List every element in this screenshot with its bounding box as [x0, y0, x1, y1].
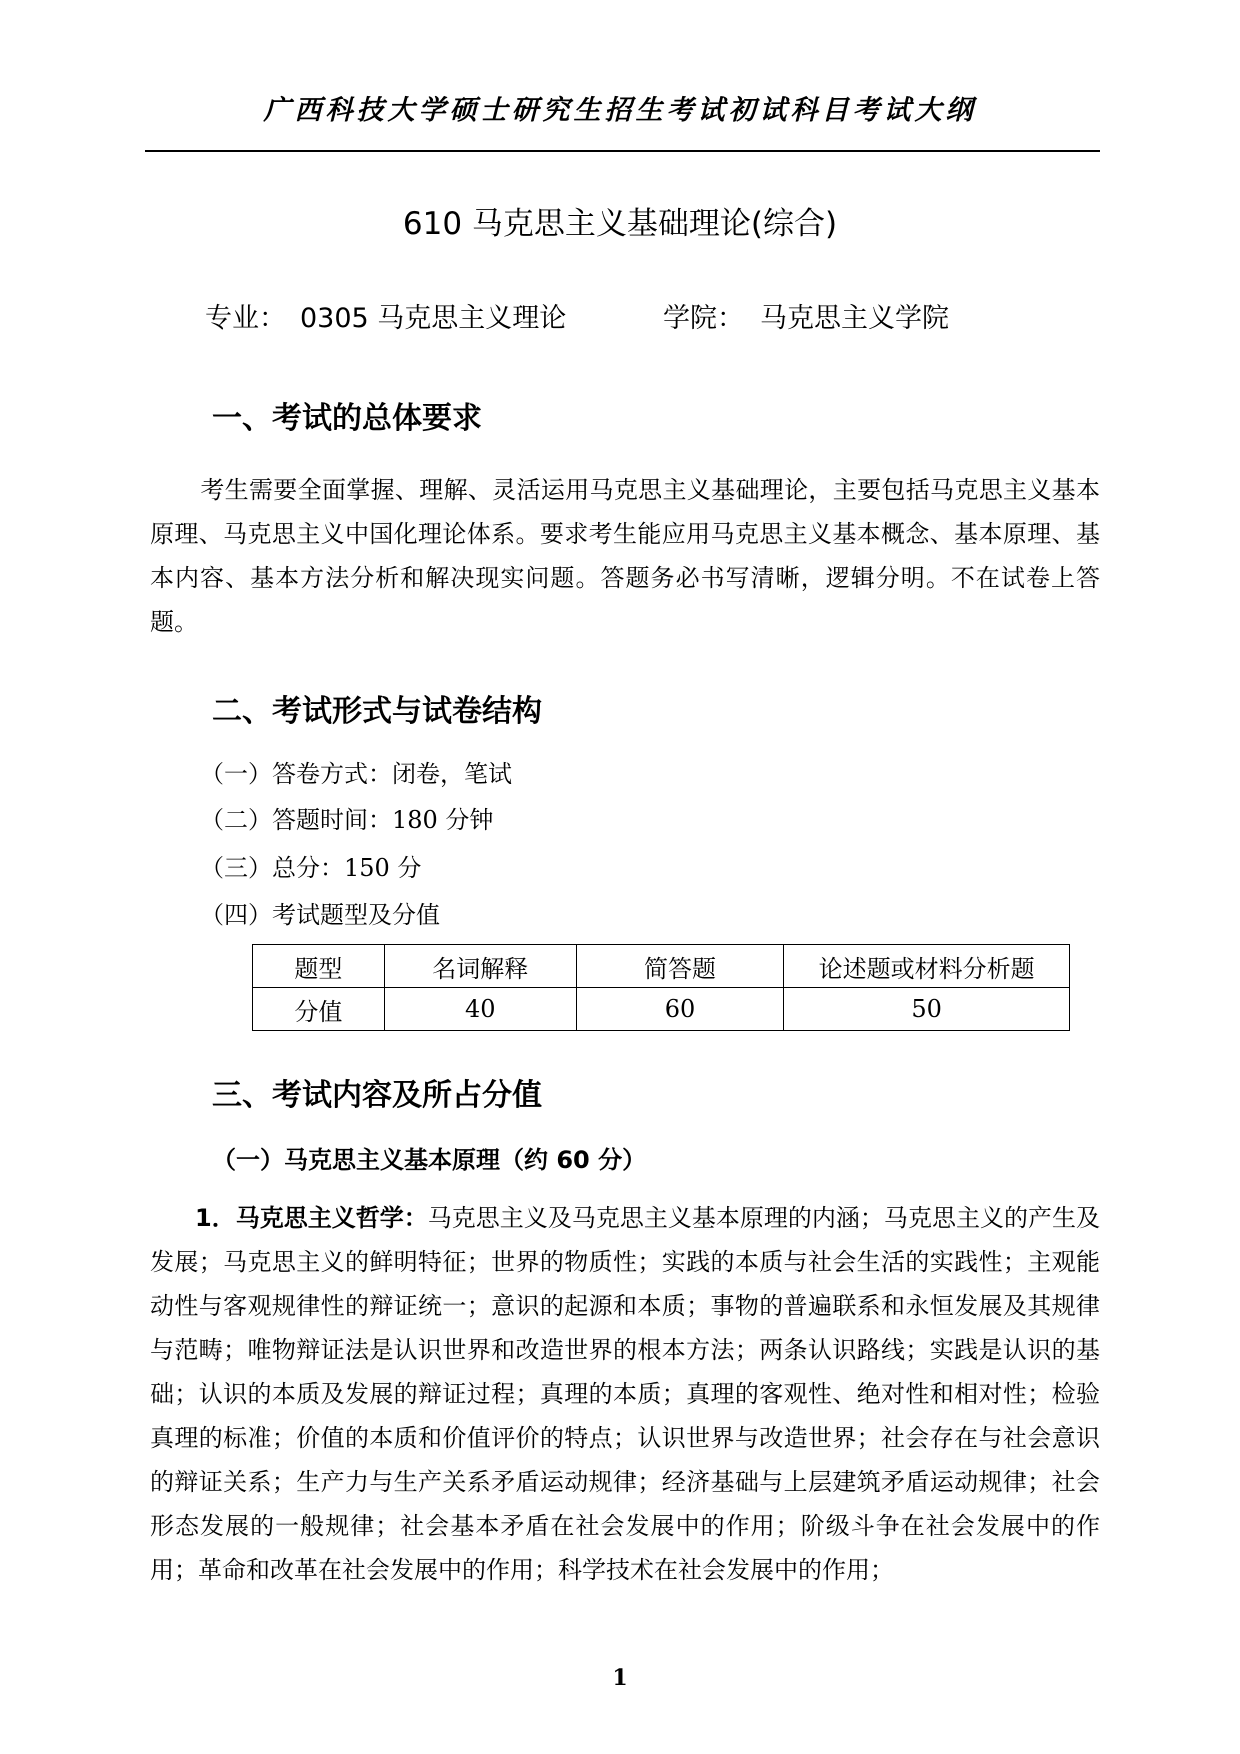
table-cell: 50: [784, 988, 1070, 1031]
subsection-heading: （一）马克思主义基本原理（约 60 分）: [212, 1146, 647, 1174]
table-cell: 40: [384, 988, 576, 1031]
page-number: 1: [612, 1665, 628, 1691]
section-heading-general-requirements: 一、考试的总体要求: [212, 401, 482, 436]
table-cell: 简答题: [576, 945, 784, 988]
exam-format-item: （一）答卷方式：闭卷，笔试: [200, 760, 512, 788]
general-requirements-paragraph: [150, 468, 1100, 644]
college-line: [663, 296, 949, 335]
exam-format-item: （二）答题时间：180 分钟: [200, 806, 494, 834]
score-table: [252, 944, 1070, 1031]
header-divider: [145, 150, 1100, 152]
section-heading-exam-content: 三、考试内容及所占分值: [212, 1078, 542, 1113]
table-cell: 分值: [253, 988, 385, 1031]
philosophy-lead: 1．马克思主义哲学：: [195, 1204, 428, 1232]
major-value: 0305 马克思主义理论: [300, 303, 567, 334]
philosophy-text: 马克思主义及马克思主义基本原理的内涵；马克思主义的产生及发展；马克思主义的鲜明特征；世界的物质性；实践的本质与社会生活的实践性；主观能动性与客观规律性的辩证统一；意识的起源和本质；事物的普遍联系和永恒发展及其规律与范畴；唯物辩证法是认识世界和改造世界的根本方法；两条认识路线；实践是认识的基础；认识的本质及发展的辩证过程；真理的本质；真理的客观性、绝对性和相对性；检验真理的标准；价值的本质和价值评价的特点；认识世界与改造世界；社会存在与社会意识的辩证关系；生产力与生产关系矛盾运动规律；经济基础与上层建筑矛盾运动规律；社会形态发展的一般规律；社会基本矛盾在社会发展中的作用；阶级斗争在社会发展中的作用；革命和改革在社会发展中的作用；科学技术在社会发展中的作用；: [150, 1204, 1100, 1584]
major-label: 专业：: [205, 303, 286, 334]
general-requirements-text: 考生需要全面掌握、理解、灵活运用马克思主义基础理论，主要包括马克思主义基本原理、马克思主义中国化理论体系。要求考生能应用马克思主义基本概念、基本原理、基本内容、基本方法分析和解决现实问题。答题务必书写清晰，逻辑分明。不在试卷上答题。: [150, 476, 1100, 636]
header-title: 广西科技大学硕士研究生招生考试初试科目考试大纲: [263, 95, 977, 126]
exam-format-item: （四）考试题型及分值: [200, 901, 440, 929]
table-cell: 60: [576, 988, 784, 1031]
table-cell: 名词解释: [384, 945, 576, 988]
table-cell: 论述题或材料分析题: [784, 945, 1070, 988]
college-label: 学院：: [663, 303, 744, 334]
table-row: [253, 988, 1070, 1031]
college-value: 马克思主义学院: [760, 303, 949, 334]
philosophy-paragraph: [150, 1196, 1100, 1592]
exam-format-item: （三）总分：150 分: [200, 854, 422, 882]
table-cell: 题型: [253, 945, 385, 988]
section-heading-exam-format: 二、考试形式与试卷结构: [212, 694, 542, 729]
table-row: [253, 945, 1070, 988]
major-line: [205, 296, 566, 335]
document-title: 610 马克思主义基础理论(综合): [402, 206, 838, 242]
